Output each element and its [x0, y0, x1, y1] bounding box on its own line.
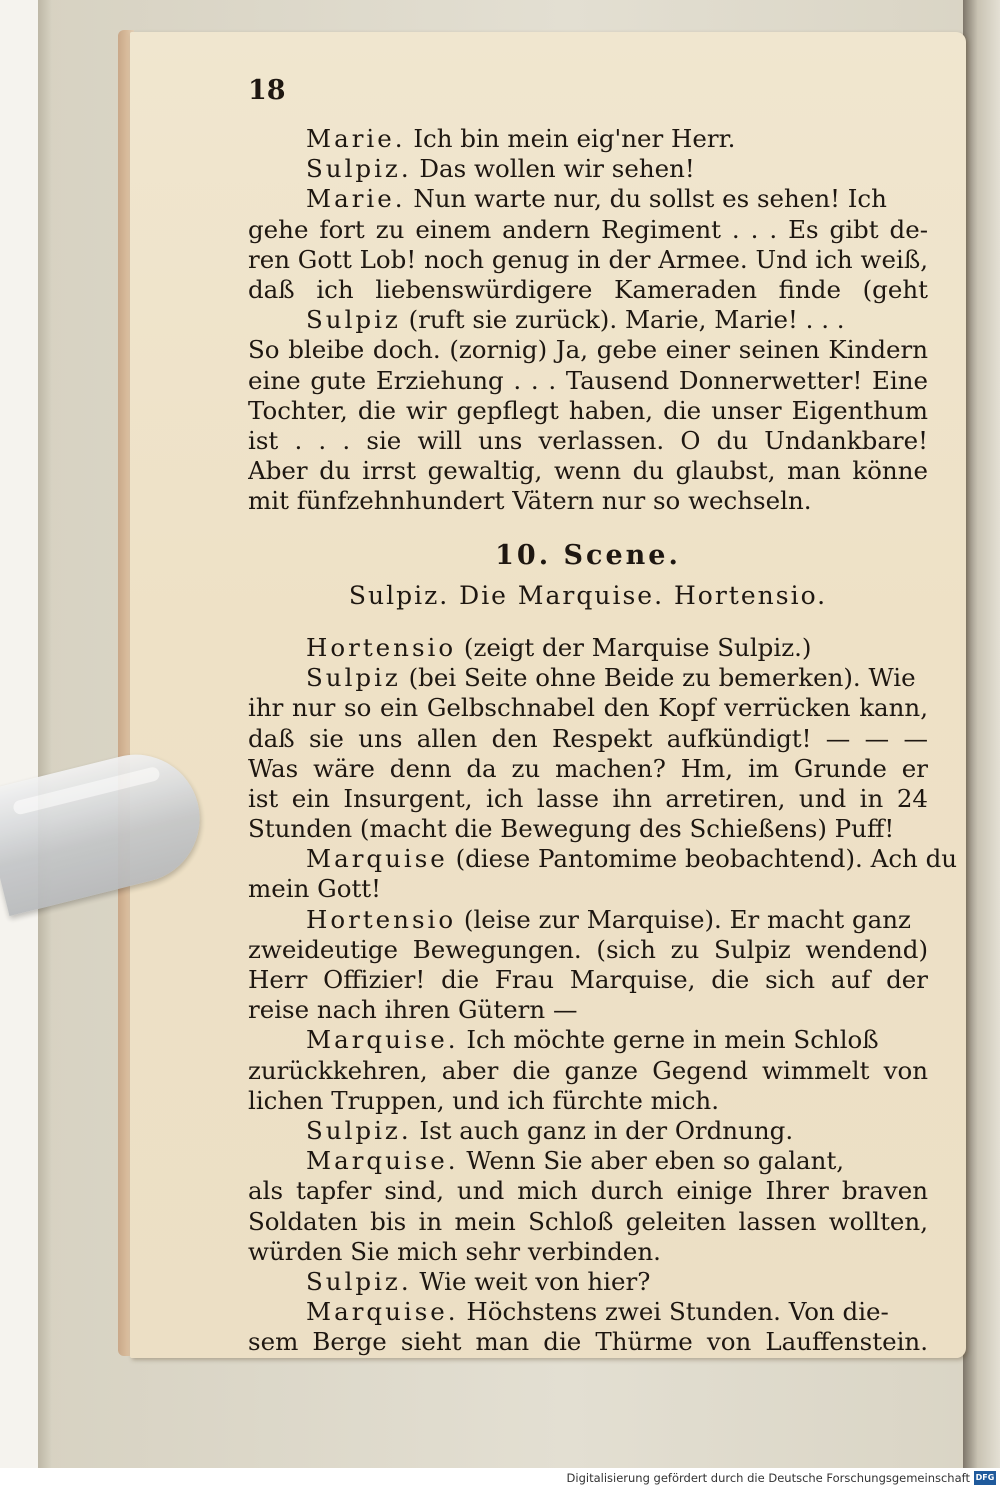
board-shadow	[38, 0, 52, 1468]
speech-text: Ist auch ganz in der Ordnung.	[411, 1116, 794, 1146]
speech-text: Wenn Sie aber eben so galant,	[458, 1146, 845, 1176]
text-line: lichen Truppen, und ich fürchte mich.	[248, 1085, 719, 1115]
speaker-name: Sulpiz.	[306, 154, 412, 184]
text-line: würden Sie mich sehr verbinden.	[248, 1236, 661, 1266]
footer-credit: Digitalisierung gefördert durch die Deutsche Forschungsgemeinschaft	[566, 1471, 970, 1485]
speech-text: Höchstens zwei Stunden. Von die-	[458, 1297, 889, 1327]
speech-text: (bei Seite ohne Beide zu bemerken). Wie	[400, 663, 916, 693]
speaker-name: Hortensio	[306, 904, 457, 934]
speaker-name: Marquise.	[306, 1297, 459, 1327]
dialogue-block-2	[248, 632, 958, 1358]
text-line: Herr Offizier! die Frau Marquise, die sich auf der	[248, 965, 928, 995]
speech-text: Wie weit von hier?	[411, 1267, 651, 1297]
text-line	[248, 184, 928, 214]
text-line: gehe fort zu einem andern Regiment . . . Es gibt de-	[248, 214, 928, 244]
dfg-logo: DFG	[974, 1471, 996, 1485]
speech-text: (leise zur Marquise). Er macht ganz	[456, 904, 911, 934]
speaker-name: Marie.	[306, 124, 406, 153]
text-line	[248, 1116, 928, 1146]
text-line: ist . . . sie will uns verlassen. O du Undankbare!	[248, 425, 928, 455]
text-line: zurückkehren, aber die ganze Gegend wimmelt von	[248, 1055, 928, 1085]
text-line	[248, 1146, 928, 1176]
text-line: mit fünfzehnhundert Vätern nur so wechseln.	[248, 486, 812, 516]
text-line	[248, 663, 928, 693]
speech-text: (diese Pantomime beobachtend). Ach du	[447, 844, 958, 874]
text-line: daß sie uns allen den Respekt aufkündigt! — — —	[248, 723, 928, 753]
speaker-name: Marie.	[306, 184, 406, 214]
text-line: Stunden (macht die Bewegung des Schießens) Puff!	[248, 814, 895, 844]
speaker-name: Marquise.	[306, 1146, 459, 1176]
speech-text: (ruft sie zurück). Marie, Marie! . . .	[400, 305, 845, 335]
speaker-name: Sulpiz.	[306, 1267, 412, 1297]
text-line: ist ein Insurgent, ich lasse ihn arretiren, und in 24	[248, 783, 928, 813]
text-line: ihr nur so ein Gelbschnabel den Kopf verrücken kann,	[248, 693, 928, 723]
text-line: mein Gott!	[248, 874, 381, 904]
text-line: Tochter, die wir gepflegt haben, die unser Eigenthum	[248, 395, 928, 425]
speech-text: Nun warte nur, du sollst es sehen! Ich	[405, 184, 887, 214]
text-line	[248, 844, 958, 874]
footer-bar	[0, 1468, 1000, 1489]
text-line: Soldaten bis in mein Schloß geleiten lassen wollten,	[248, 1206, 928, 1236]
speaker-name: Marquise	[306, 844, 448, 874]
scene-cast: Sulpiz. Die Marquise. Hortensio.	[348, 580, 828, 610]
text-line	[248, 124, 928, 154]
text-line: reise nach ihren Gütern —	[248, 995, 578, 1025]
speaker-name: Sulpiz	[306, 663, 401, 693]
scene-heading: 10. Scene.	[495, 539, 681, 571]
text-line	[248, 633, 928, 663]
text-line: Aber du irrst gewaltig, wenn du glaubst, man könne	[248, 456, 928, 486]
dialogue-block-1	[248, 124, 928, 517]
page-text	[248, 74, 958, 1358]
text-line: ren Gott Lob! noch genug in der Armee. Und ich weiß,	[248, 244, 928, 274]
text-line	[248, 1025, 928, 1055]
speech-text: Ich bin mein eig'ner Herr.	[405, 124, 736, 153]
text-line: sem Berge sieht man die Thürme von Lauffenstein.	[248, 1327, 928, 1357]
text-line: eine gute Erziehung . . . Tausend Donnerwetter! Eine	[248, 365, 928, 395]
text-line: So bleibe doch. (zornig) Ja, gebe einer seinen Kindern	[248, 335, 928, 365]
text-line	[248, 905, 928, 935]
text-line	[248, 305, 928, 335]
text-line: Was wäre denn da zu machen? Hm, im Grunde er	[248, 753, 928, 783]
speaker-name: Marquise.	[306, 1025, 459, 1055]
text-line: als tapfer sind, und mich durch einige Ihrer braven	[248, 1176, 928, 1206]
text-line	[248, 154, 928, 184]
page-number: 18	[248, 75, 286, 106]
speaker-name: Hortensio	[306, 632, 457, 662]
text-line: daß ich liebenswürdigere Kameraden finde (geht	[248, 274, 928, 304]
text-line: zweideutige Bewegungen. (sich zu Sulpiz wendend)	[248, 934, 928, 964]
text-line	[248, 1267, 928, 1297]
text-line	[248, 1297, 928, 1327]
speech-text: Ich möchte gerne in mein Schloß	[458, 1025, 879, 1055]
speech-text: (zeigt der Marquise Sulpiz.)	[456, 632, 812, 662]
finger-highlight	[12, 766, 161, 816]
book-binding-edge	[963, 0, 1000, 1468]
speaker-name: Sulpiz.	[306, 1116, 412, 1146]
speech-text: Das wollen wir sehen!	[411, 154, 695, 184]
speaker-name: Sulpiz	[306, 305, 401, 335]
